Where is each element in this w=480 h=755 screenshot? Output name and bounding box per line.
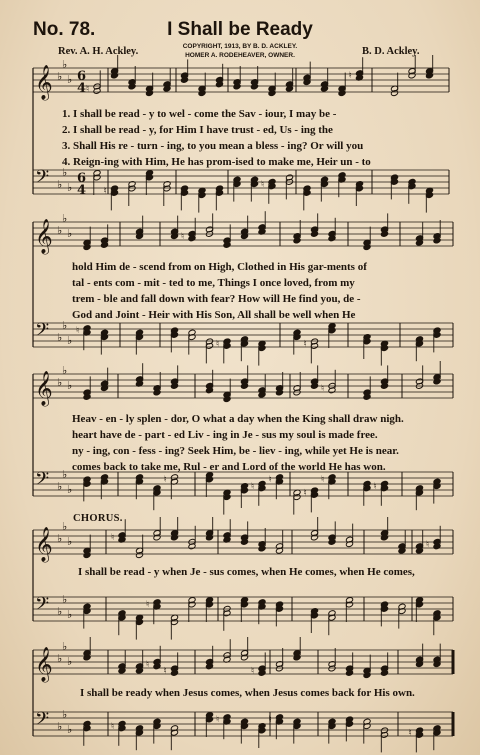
flat-icon: ♭ — [62, 640, 68, 653]
lyrics-system-2 — [72, 259, 450, 323]
natural-icon: ♮ — [321, 383, 325, 394]
natural-icon: ♮ — [216, 715, 220, 726]
natural-icon: ♮ — [251, 481, 255, 492]
flat-icon: ♭ — [57, 70, 63, 83]
flat-icon: ♭ — [67, 181, 73, 194]
flat-icon: ♭ — [62, 708, 68, 721]
time-signature-bottom: 4 — [77, 81, 87, 96]
flat-icon: ♭ — [62, 468, 68, 481]
composer-credit: B. D. Ackley. — [362, 46, 420, 57]
natural-icon: ♮ — [268, 475, 272, 486]
natural-icon: ♮ — [111, 533, 115, 544]
natural-icon: ♮ — [103, 186, 107, 197]
copyright-notice: COPYRIGHT, 1913, BY B. D. ACKLEY. — [182, 43, 298, 50]
flat-icon: ♭ — [67, 608, 73, 621]
natural-icon: ♮ — [303, 488, 307, 499]
lyric-line-verse-2: tal - ents com - mit - ted to me, Things I once loved, from my — [72, 277, 355, 289]
copyright-owner: HOMER A. RODEHEAVER, OWNER. — [185, 52, 295, 59]
lyrics-system-1 — [62, 106, 440, 170]
natural-icon: ♮ — [76, 326, 80, 337]
lyric-line-verse-3: ny - ing, con - fess - ing? Seek Him, be - liev - ing, while yet He is near. — [72, 445, 399, 457]
natural-icon: ♮ — [163, 666, 167, 677]
bass-clef-icon: 𝄢 — [35, 594, 50, 619]
bass-clef-icon: 𝄢 — [35, 469, 50, 494]
bass-clef-icon: 𝄢 — [35, 167, 50, 192]
treble-clef-icon: 𝄞 — [35, 527, 53, 562]
treble-clef-icon: 𝄞 — [35, 219, 53, 254]
flat-icon: ♭ — [57, 652, 63, 665]
hymn-title: I Shall be Ready — [167, 19, 313, 40]
treble-clef-icon: 𝄞 — [35, 371, 53, 406]
natural-icon: ♮ — [261, 179, 265, 190]
lyric-line-verse-4: 4. Reign-ing with Him, He has prom-ised to make me, Heir un - to — [62, 156, 371, 168]
time-signature-top: 6 — [77, 171, 87, 186]
lyrics-system-5 — [80, 685, 458, 701]
lyric-line-verse-3: 3. Shall His re - turn - ing, to you mean a bless - ing? Or will you — [62, 140, 364, 152]
flat-icon: ♭ — [62, 166, 68, 179]
flat-icon: ♭ — [62, 212, 68, 225]
flat-icon: ♭ — [62, 58, 68, 71]
natural-icon: ♮ — [146, 600, 150, 611]
lyric-line-verse-1: 1. I shall be read - y to wel - come the Sav - iour, I may be - — [62, 108, 337, 120]
flat-icon: ♭ — [67, 334, 73, 347]
flat-icon: ♭ — [62, 520, 68, 533]
natural-icon: ♮ — [348, 71, 352, 82]
flat-icon: ♭ — [62, 319, 68, 332]
lyricist-credit: Rev. A. H. Ackley. — [58, 46, 139, 57]
flat-icon: ♭ — [67, 227, 73, 240]
lyric-line-verse-1: hold Him de - scend from on High, Clothed in His gar-ments of — [72, 261, 367, 273]
natural-icon: ♮ — [373, 481, 377, 492]
natural-icon: ♮ — [111, 721, 115, 732]
natural-icon: ♮ — [216, 339, 220, 350]
flat-icon: ♭ — [62, 593, 68, 606]
bass-clef-icon: 𝄢 — [35, 320, 50, 345]
lyric-line-verse-4: God and Joint - Heir with His Son, All shall be well when He — [72, 309, 356, 321]
lyric-line-verse-2: heart have de - part - ed Liv - ing in Je - sus my soul is made free. — [72, 429, 378, 441]
natural-icon: ♮ — [86, 84, 90, 95]
time-signature-bottom: 4 — [77, 183, 87, 198]
lyric-line-chorus: I shall be read - y when Je - sus comes, when He comes, when He comes, — [78, 566, 415, 578]
flat-icon: ♭ — [57, 532, 63, 545]
flat-icon: ♭ — [57, 224, 63, 237]
natural-icon: ♮ — [181, 231, 185, 242]
lyric-line-verse-2: 2. I shall be read - y, for Him I have trust - ed, Us - ing the — [62, 124, 333, 136]
flat-icon: ♭ — [57, 178, 63, 191]
flat-icon: ♭ — [57, 720, 63, 733]
lyric-line-verse-1: Heav - en - ly splen - dor, O what a day when the King shall draw nigh. — [72, 413, 404, 425]
natural-icon: ♮ — [163, 475, 167, 486]
flat-icon: ♭ — [57, 376, 63, 389]
natural-icon: ♮ — [426, 539, 430, 550]
flat-icon: ♭ — [57, 480, 63, 493]
flat-icon: ♭ — [67, 535, 73, 548]
flat-icon: ♭ — [62, 364, 68, 377]
natural-icon: ♮ — [303, 339, 307, 350]
natural-icon: ♮ — [408, 728, 412, 739]
flat-icon: ♭ — [67, 655, 73, 668]
flat-icon: ♭ — [67, 73, 73, 86]
treble-clef-icon: 𝄞 — [35, 65, 53, 100]
lyric-line-chorus-end: I shall be ready when Jesus comes, when Jesus comes back for His own. — [80, 687, 415, 699]
chorus-label: CHORUS. — [73, 513, 123, 524]
flat-icon: ♭ — [67, 379, 73, 392]
natural-icon: ♮ — [268, 715, 272, 726]
time-signature-top: 6 — [77, 69, 87, 84]
lyrics-system-4 — [78, 564, 456, 580]
bass-clef-icon: 𝄢 — [35, 709, 50, 734]
natural-icon: ♮ — [146, 659, 150, 670]
hymn-number: No. 78. — [33, 19, 96, 40]
flat-icon: ♭ — [67, 723, 73, 736]
flat-icon: ♭ — [57, 605, 63, 618]
lyric-line-verse-3: trem - ble and fall down with fear? How will He find you, de - — [72, 293, 361, 305]
treble-clef-icon: 𝄞 — [35, 647, 53, 682]
flat-icon: ♭ — [67, 483, 73, 496]
lyric-line-verse-4: comes back to take me, Rul - er and Lord of the world He has won. — [72, 461, 386, 473]
natural-icon: ♮ — [251, 666, 255, 677]
flat-icon: ♭ — [57, 331, 63, 344]
natural-icon: ♮ — [321, 475, 325, 486]
lyrics-system-3 — [72, 411, 450, 475]
